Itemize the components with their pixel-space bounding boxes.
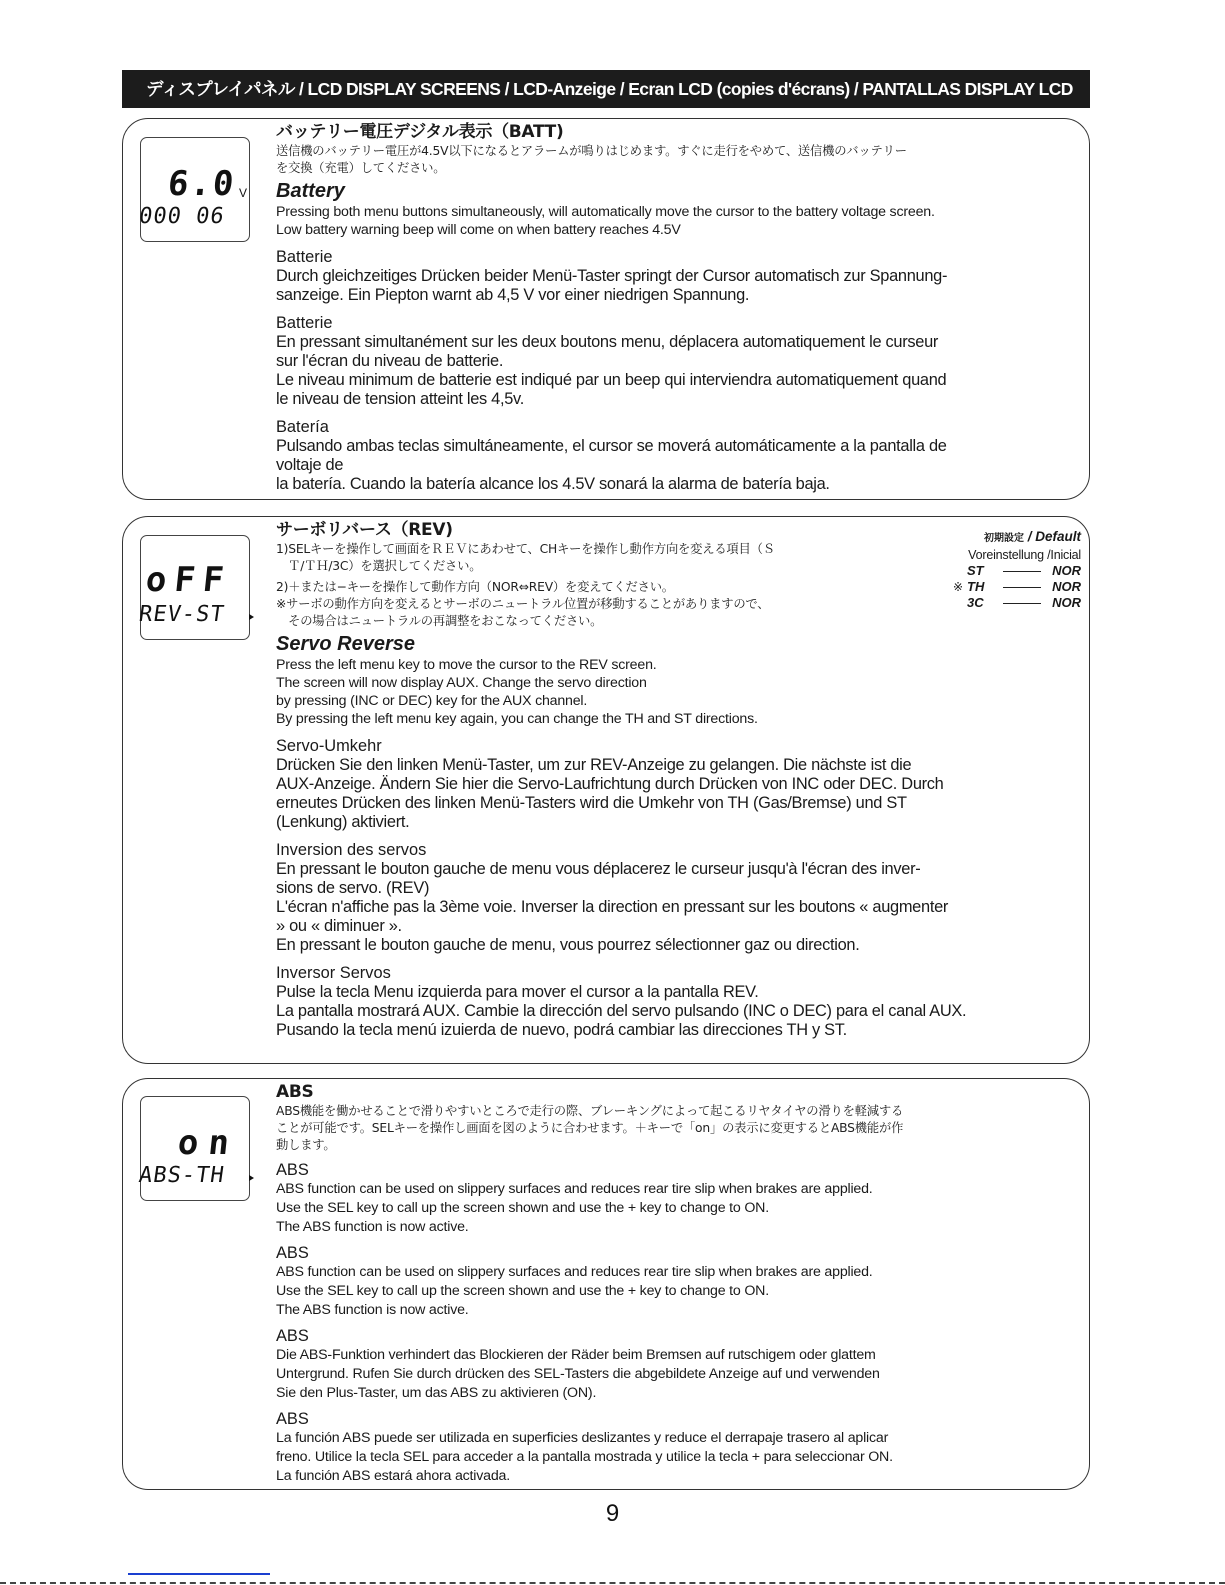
channel-default-value: NOR xyxy=(1052,579,1081,594)
de-line: Die ABS-Funktion verhindert das Blockieren der Räder beim Bremsen auf rutschigem oder glattem xyxy=(276,1347,876,1363)
es-line: La función ABS puede ser utilizada en superficies deslizantes y reduce el derrapaje trasero al aplicar xyxy=(276,1430,889,1446)
fr-line: Le niveau minimum de batterie est indiqué par un beep qui interviendra automatiquement quand xyxy=(276,371,947,389)
es-line: freno. Utilice la tecla SEL para acceder a la pantalla mostrada y utilice la tecla + para seleccionar ON. xyxy=(276,1449,893,1465)
en2-line: ABS function can be used on slippery surfaces and reduces rear tire slip when brakes are applied. xyxy=(276,1264,873,1280)
lcd-screen-abs xyxy=(137,1096,250,1201)
de-block xyxy=(276,737,944,832)
section-title-en: Battery xyxy=(276,180,345,202)
de-line: Sie den Plus-Taster, um das ABS zu aktivieren (ON). xyxy=(276,1385,597,1401)
battery-section xyxy=(122,118,1090,500)
leader-line xyxy=(1003,571,1041,572)
lcd-cursor-arrow-icon xyxy=(249,1175,254,1181)
section-title-en2: ABS xyxy=(276,1244,309,1262)
section-title-de: Batterie xyxy=(276,248,333,266)
note-mark: ※ xyxy=(953,580,964,594)
leader-line xyxy=(1003,587,1041,588)
es-line: La pantalla mostrará AUX. Cambie la dirección del servo pulsando (INC o DEC) para el canal AUX. xyxy=(276,1002,967,1020)
jp-line: を交換（充電）してください。 xyxy=(276,161,446,175)
channel-label: TH xyxy=(967,579,985,594)
en2-line: The ABS function is now active. xyxy=(276,1302,469,1318)
en-line: by pressing (INC or DEC) key for the AUX channel. xyxy=(276,693,588,709)
de-line: Drücken Sie den linken Menü-Taster, um zur REV-Anzeige zu gelangen. Die nächste ist die xyxy=(276,756,912,774)
jp-line: 2)＋または−キーを操作して動作方向（NOR⇔REV）を変えてください。 xyxy=(276,580,674,594)
page-header-bar xyxy=(122,70,1090,108)
en-line: Low battery warning beep will come on when battery reaches 4.5V xyxy=(276,222,681,238)
es-block xyxy=(276,418,1085,494)
fr-line: En pressant le bouton gauche de menu, vous pourrez sélectionner gaz ou direction. xyxy=(276,936,860,954)
de-line: sanzeige. Ein Piepton warnt ab 4,5 V vor einer niedrigen Spannung. xyxy=(276,286,750,304)
default-row-st xyxy=(936,563,1081,579)
section-title-jp: サーボリバース（REV) xyxy=(276,520,453,540)
section-title-jp: バッテリー電圧デジタル表示（BATT) xyxy=(276,122,564,142)
servo-reverse-section xyxy=(122,516,1090,1064)
jp-line: その場合はニュートラルの再調整をおこなってください。 xyxy=(276,614,603,628)
es-line: la batería. Cuando la batería alcance los 4.5V sonará la alarma de batería baja. xyxy=(276,475,830,493)
de-line: Untergrund. Rufen Sie durch drücken des SEL-Tasters die abgebildete Anzeige auf und verwenden xyxy=(276,1366,880,1382)
default-heading xyxy=(936,529,1081,547)
jp-line: 1)SELキーを操作して画面をＲＥＶにあわせて、CHキーを操作し動作方向を変える項目（Ｓ xyxy=(276,542,775,556)
channel-default-value: NOR xyxy=(1052,595,1081,610)
section-title-de: Servo-Umkehr xyxy=(276,737,382,755)
fr-block xyxy=(276,314,1085,409)
fr-line: sions de servo. (REV) xyxy=(276,879,430,897)
page-break-divider xyxy=(0,1582,1225,1584)
section-title-es: Inversor Servos xyxy=(276,964,391,982)
fr-line: sur l'écran du niveau de batterie. xyxy=(276,352,504,370)
en-line: ABS function can be used on slippery surfaces and reduces rear tire slip when brakes are applied. xyxy=(276,1181,873,1197)
lcd-screen-rev xyxy=(137,535,250,640)
fr-line: En pressant simultanément sur les deux boutons menu, déplacera automatiquement le curseur xyxy=(276,333,939,351)
en-line: The screen will now display AUX. Change the servo direction xyxy=(276,675,647,691)
en2-line: Use the SEL key to call up the screen shown and use the + key to change to ON. xyxy=(276,1283,769,1299)
en-line: By pressing the left menu key again, you can change the TH and ST directions. xyxy=(276,711,758,727)
lcd-unit: V xyxy=(238,186,247,200)
default-row-th xyxy=(936,579,1081,595)
abs-section xyxy=(122,1078,1090,1490)
default-label: / Default xyxy=(1027,529,1081,544)
en2-block xyxy=(276,1244,1085,1320)
jp-line: Ｔ/ＴＨ/3C）を選択してください。 xyxy=(276,559,482,573)
en-line: Press the left menu key to move the cursor to the REV screen. xyxy=(276,657,657,673)
es-line: Pulsando ambas teclas simultáneamente, el cursor se moverá automáticamente a la pantalla de xyxy=(276,437,947,455)
de-line: AUX-Anzeige. Ändern Sie hier die Servo-Laufrichtung durch Drücken von INC oder DEC. Durch xyxy=(276,775,944,793)
section-title-es: Batería xyxy=(276,418,329,436)
page-number: 9 xyxy=(605,1500,620,1527)
leader-line xyxy=(1003,603,1041,604)
channel-label: 3C xyxy=(967,595,984,610)
default-row-3c xyxy=(936,595,1081,611)
jp-line: 送信機のバッテリー電圧が4.5V以下になるとアラームが鳴りはじめます。すぐに走行をやめて、送信機のバッテリー xyxy=(276,144,907,158)
es-block xyxy=(276,1410,1085,1486)
channel-default-value: NOR xyxy=(1052,563,1081,578)
section-title-fr: Batterie xyxy=(276,314,333,332)
section-title-en: ABS xyxy=(276,1161,309,1179)
en-line: Pressing both menu buttons simultaneously, will automatically move the cursor to the battery voltage screen. xyxy=(276,204,935,220)
channel-label: ST xyxy=(967,563,984,578)
jp-line: ※サーボの動作方向を変えるとサーボのニュートラル位置が移動することがありますので、 xyxy=(276,597,770,611)
default-label-jp: 初期設定 xyxy=(983,533,1024,544)
es-line: Pusando la tecla menú izuierda de nuevo, podrá cambiar las direcciones TH y ST. xyxy=(276,1021,847,1039)
lcd-screen-battery xyxy=(137,137,250,242)
page-header-title: ディスプレイパネル / LCD DISPLAY SCREENS / LCD-Anzeige / Ecran LCD (copies d'écrans) / PANTALLAS DISPLAY LCD xyxy=(146,79,1073,99)
default-settings-box xyxy=(936,529,1081,611)
de-block xyxy=(276,1327,1085,1403)
de-line: Durch gleichzeitiges Drücken beider Menü-Taster springt der Cursor automatisch zur Spannung- xyxy=(276,267,948,285)
en-line: Use the SEL key to call up the screen shown and use the + key to change to ON. xyxy=(276,1200,769,1216)
de-line: erneutes Drücken des linken Menü-Tasters wird die Umkehr von TH (Gas/Bremse) und ST xyxy=(276,794,907,812)
fr-line: le niveau de tension atteint les 4,5v. xyxy=(276,390,524,408)
fr-line: En pressant le bouton gauche de menu vous déplacerez le curseur jusqu'à l'écran des inver- xyxy=(276,860,921,878)
es-line: voltaje de xyxy=(276,456,344,474)
jp-line: 動します。 xyxy=(276,1138,336,1152)
footer-link-underline[interactable] xyxy=(128,1573,270,1575)
section-title-es: ABS xyxy=(276,1410,309,1428)
section-title-de: ABS xyxy=(276,1327,309,1345)
jp-line: ことが可能です。SELキーを操作し画面を図のように合わせます。＋キーで「on」の表示に変更するとABS機能が作 xyxy=(276,1121,904,1135)
es-line: La función ABS estará ahora activada. xyxy=(276,1468,510,1484)
lcd-sub-value: 000 06 xyxy=(137,204,227,229)
fr-line: L'écran n'affiche pas la 3ème voie. Inverser la direction en pressant sur les boutons « augmenter xyxy=(276,898,949,916)
default-sublabel: Voreinstellung /Inicial xyxy=(968,548,1081,562)
fr-block xyxy=(276,841,949,955)
lcd-sub-value: REV-ST xyxy=(137,602,227,627)
lcd-main-value: on xyxy=(175,1123,242,1163)
servo-reverse-content xyxy=(276,519,967,1040)
battery-content xyxy=(276,121,1085,494)
section-title-fr: Inversion des servos xyxy=(276,841,427,859)
abs-content xyxy=(276,1081,1085,1486)
section-title-jp: ABS xyxy=(276,1082,314,1102)
lcd-sub-value: ABS-TH xyxy=(137,1163,227,1188)
es-block xyxy=(276,964,967,1040)
lcd-main-value: oFF xyxy=(143,560,234,600)
en-line: The ABS function is now active. xyxy=(276,1219,469,1235)
de-block xyxy=(276,248,1085,305)
section-title-en: Servo Reverse xyxy=(276,633,415,655)
es-line: Pulse la tecla Menu izquierda para mover el cursor a la pantalla REV. xyxy=(276,983,759,1001)
lcd-main-value: 6.0 xyxy=(165,164,238,204)
lcd-cursor-arrow-icon xyxy=(249,614,254,620)
fr-line: » ou « diminuer ». xyxy=(276,917,402,935)
de-line: (Lenkung) aktiviert. xyxy=(276,813,410,831)
jp-line: ABS機能を働かせることで滑りやすいところで走行の際、ブレーキングによって起こるリヤタイヤの滑りを軽減する xyxy=(276,1104,904,1118)
en-block xyxy=(276,1161,1085,1237)
